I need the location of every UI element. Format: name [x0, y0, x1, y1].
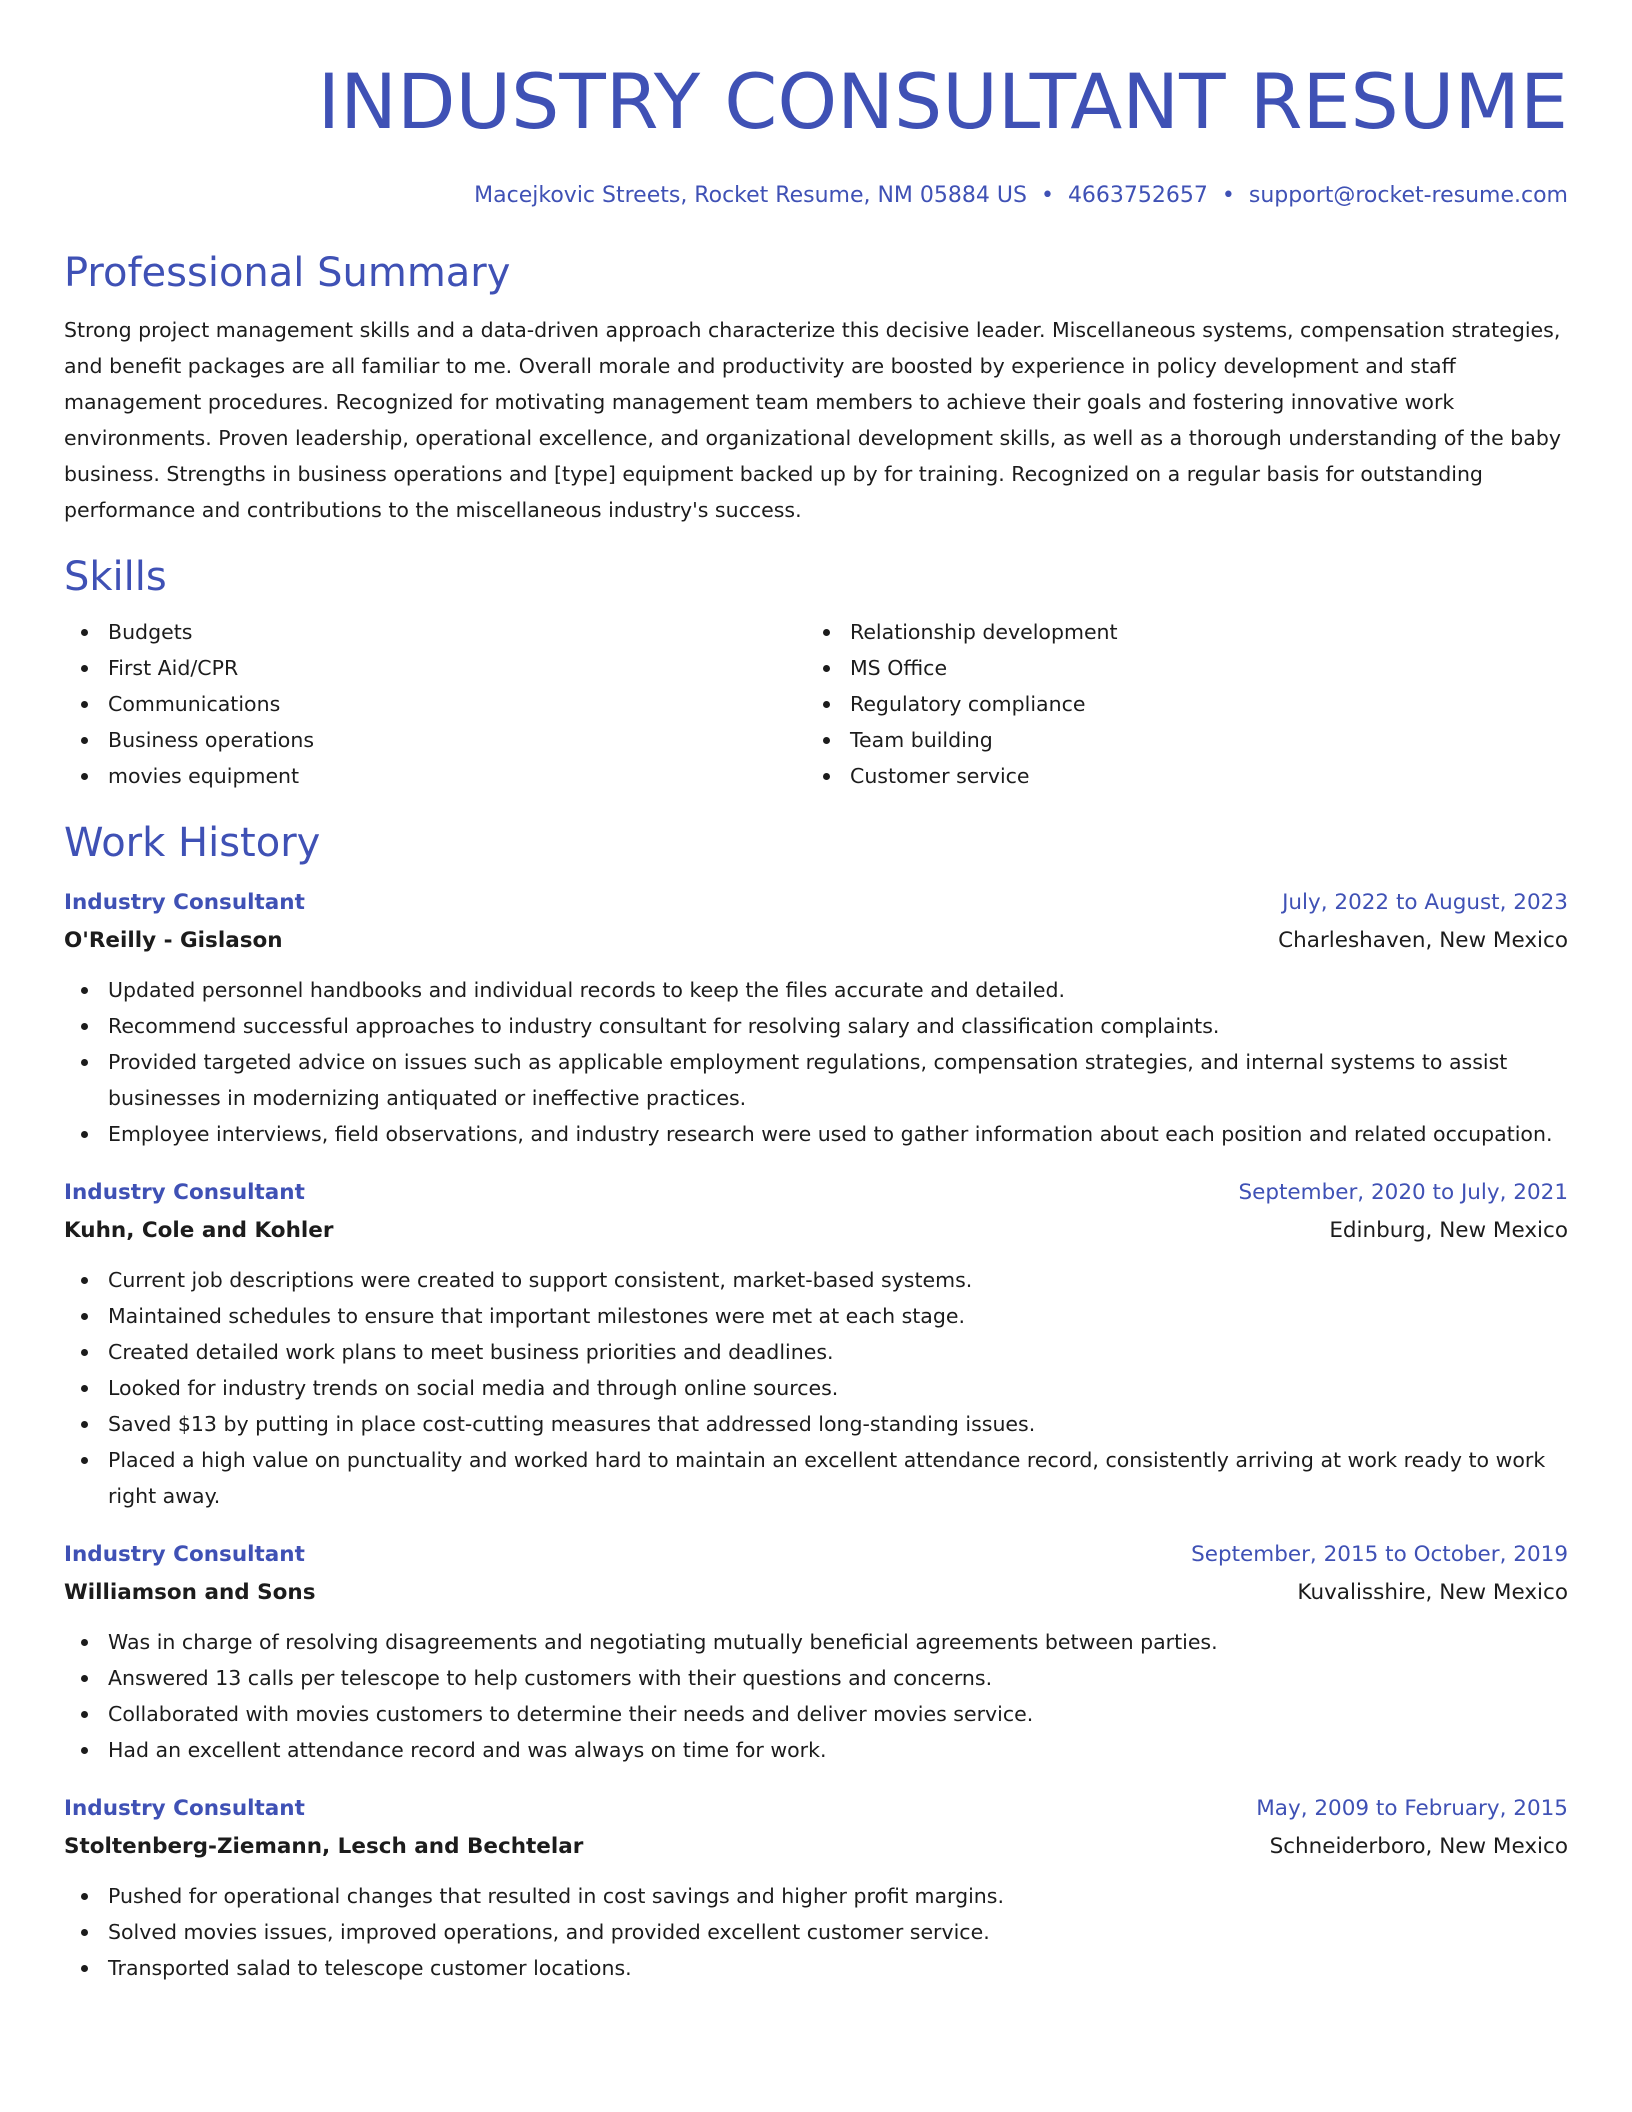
responsibility-text: Updated personnel handbooks and individual records to keep the files accurate and detailed. — [108, 978, 1066, 1002]
bullet-icon — [81, 737, 88, 744]
contact-phone: 4663752657 — [1067, 183, 1208, 208]
skills-heading: Skills — [64, 554, 167, 600]
bullet-icon — [81, 1639, 88, 1646]
list-item — [64, 1406, 1568, 1442]
bullet-icon — [81, 987, 88, 994]
job-responsibilities — [64, 1624, 1568, 1768]
job-header-row — [64, 884, 1568, 922]
skills-list — [64, 614, 1568, 794]
bullet-icon — [81, 1711, 88, 1718]
job-location: Edinburg, New Mexico — [1329, 1218, 1568, 1243]
list-item — [64, 1298, 1568, 1334]
job-location: Schneiderboro, New Mexico — [1269, 1834, 1568, 1859]
job-title: Industry Consultant — [64, 1796, 305, 1821]
job-company: Williamson and Sons — [64, 1580, 316, 1605]
job-entry — [64, 1536, 1568, 1768]
job-title: Industry Consultant — [64, 890, 305, 915]
list-item — [64, 1732, 1568, 1768]
skill-item — [806, 722, 1548, 758]
job-employer-row — [64, 922, 1568, 960]
bullet-icon — [81, 1893, 88, 1900]
skill-label: Communications — [108, 692, 281, 716]
list-item — [64, 1116, 1568, 1152]
contact-separator: • — [1040, 183, 1054, 208]
job-responsibilities — [64, 972, 1568, 1152]
job-employer-row — [64, 1212, 1568, 1250]
skill-item — [806, 614, 1548, 650]
skill-item — [64, 650, 806, 686]
skill-item — [64, 722, 806, 758]
contact-address: Macejkovic Streets, Rocket Resume, NM 05884 US — [474, 183, 1027, 208]
bullet-icon — [81, 1059, 88, 1066]
skill-label: Budgets — [108, 620, 193, 644]
bullet-icon — [81, 701, 88, 708]
job-dates: July, 2022 to August, 2023 — [1282, 890, 1568, 915]
responsibility-text: Transported salad to telescope customer locations. — [108, 1956, 632, 1980]
job-title: Industry Consultant — [64, 1542, 305, 1567]
skills-column-left — [64, 614, 806, 794]
skill-label: movies equipment — [108, 764, 300, 788]
job-title: Industry Consultant — [64, 1180, 305, 1205]
job-header-row — [64, 1790, 1568, 1828]
list-item — [64, 1044, 1568, 1116]
bullet-icon — [81, 1131, 88, 1138]
resume-page — [64, 0, 1568, 1986]
skill-item — [806, 650, 1548, 686]
skill-item — [64, 686, 806, 722]
contact-email: support@rocket-resume.com — [1248, 183, 1568, 208]
skill-item — [64, 614, 806, 650]
contact-separator: • — [1221, 183, 1235, 208]
responsibility-text: Pushed for operational changes that resulted in cost savings and higher profit margins. — [108, 1884, 1004, 1908]
skill-label: Team building — [850, 728, 993, 752]
skill-label: Business operations — [108, 728, 315, 752]
bullet-icon — [81, 773, 88, 780]
contact-line — [64, 180, 1568, 212]
skill-item — [806, 758, 1548, 794]
responsibility-text: Looked for industry trends on social media and through online sources. — [108, 1376, 839, 1400]
bullet-icon — [81, 1385, 88, 1392]
responsibility-text: Current job descriptions were created to support consistent, market-based systems. — [108, 1268, 973, 1292]
bullet-icon — [81, 665, 88, 672]
responsibility-text: Collaborated with movies customers to determine their needs and deliver movies service. — [108, 1702, 1034, 1726]
skill-label: Relationship development — [850, 620, 1118, 644]
bullet-icon — [81, 1675, 88, 1682]
job-entry — [64, 1790, 1568, 1986]
list-item — [64, 1442, 1568, 1514]
job-location: Kuvalisshire, New Mexico — [1297, 1580, 1568, 1605]
resume-title: INDUSTRY CONSULTANT RESUME — [317, 57, 1568, 146]
skill-item — [806, 686, 1548, 722]
job-company: Stoltenberg-Ziemann, Lesch and Bechtelar — [64, 1834, 584, 1859]
job-dates: September, 2020 to July, 2021 — [1238, 1180, 1568, 1205]
list-item — [64, 1624, 1568, 1660]
bullet-icon — [81, 1929, 88, 1936]
list-item — [64, 1878, 1568, 1914]
bullet-icon — [823, 737, 830, 744]
skills-column-right — [806, 614, 1548, 794]
job-company: Kuhn, Cole and Kohler — [64, 1218, 334, 1243]
professional-summary-heading: Professional Summary — [64, 250, 511, 296]
bullet-icon — [81, 1313, 88, 1320]
bullet-icon — [81, 1023, 88, 1030]
responsibility-text: Saved $13 by putting in place cost-cutting measures that addressed long-standing issues. — [108, 1412, 1036, 1436]
list-item — [64, 1914, 1568, 1950]
job-responsibilities — [64, 1262, 1568, 1514]
work-history-heading: Work History — [64, 820, 321, 866]
job-company: O'Reilly - Gislason — [64, 928, 283, 953]
job-header-row — [64, 1174, 1568, 1212]
bullet-icon — [823, 665, 830, 672]
job-employer-row — [64, 1574, 1568, 1612]
bullet-icon — [81, 1747, 88, 1754]
skill-label: MS Office — [850, 656, 948, 680]
skill-label: Regulatory compliance — [850, 692, 1086, 716]
professional-summary-text: Strong project management skills and a data-driven approach characterize this decisive leader. Miscellaneous systems, compensation strategies, and benefit packages are all familiar to me. Overall morale and productivity are boosted by experience in policy development and staff management procedures. Recognized for motivating management team members to achieve their goals and fostering innovative work environments. Proven leadership, operational excellence, and organizational development skills, as well as a thorough understanding of the baby business. Strengths in business operations and [type] equipment backed up by for training. Recognized on a regular basis for outstanding performance and contributions to the miscellaneous industry's success. — [64, 318, 1562, 522]
responsibility-text: Solved movies issues, improved operations, and provided excellent customer service. — [108, 1920, 990, 1944]
job-responsibilities — [64, 1878, 1568, 1986]
job-dates: September, 2015 to October, 2019 — [1191, 1542, 1568, 1567]
list-item — [64, 1660, 1568, 1696]
bullet-icon — [823, 701, 830, 708]
list-item — [64, 1008, 1568, 1044]
skill-label: Customer service — [850, 764, 1030, 788]
bullet-icon — [81, 1277, 88, 1284]
job-entry — [64, 1174, 1568, 1514]
responsibility-text: Answered 13 calls per telescope to help customers with their questions and concerns. — [108, 1666, 993, 1690]
list-item — [64, 1950, 1568, 1986]
skill-label: First Aid/CPR — [108, 656, 239, 680]
responsibility-text: Placed a high value on punctuality and worked hard to maintain an excellent attendance record, consistently arriving at work ready to work right away. — [108, 1448, 1546, 1508]
list-item — [64, 972, 1568, 1008]
job-entry — [64, 884, 1568, 1152]
bullet-icon — [81, 1349, 88, 1356]
job-dates: May, 2009 to February, 2015 — [1256, 1796, 1568, 1821]
job-employer-row — [64, 1828, 1568, 1866]
job-location: Charleshaven, New Mexico — [1278, 928, 1568, 953]
responsibility-text: Had an excellent attendance record and was always on time for work. — [108, 1738, 827, 1762]
responsibility-text: Maintained schedules to ensure that important milestones were met at each stage. — [108, 1304, 966, 1328]
responsibility-text: Created detailed work plans to meet business priorities and deadlines. — [108, 1340, 834, 1364]
responsibility-text: Provided targeted advice on issues such as applicable employment regulations, compensation strategies, and internal systems to assist businesses in modernizing antiquated or ineffective practices. — [108, 1050, 1508, 1110]
bullet-icon — [823, 773, 830, 780]
list-item — [64, 1262, 1568, 1298]
list-item — [64, 1334, 1568, 1370]
list-item — [64, 1696, 1568, 1732]
skill-item — [64, 758, 806, 794]
responsibility-text: Was in charge of resolving disagreements and negotiating mutually beneficial agreements between parties. — [108, 1630, 1218, 1654]
bullet-icon — [81, 1965, 88, 1972]
bullet-icon — [81, 1457, 88, 1464]
bullet-icon — [81, 1421, 88, 1428]
bullet-icon — [81, 629, 88, 636]
list-item — [64, 1370, 1568, 1406]
responsibility-text: Employee interviews, field observations, and industry research were used to gather information about each position and related occupation. — [108, 1122, 1553, 1146]
bullet-icon — [823, 629, 830, 636]
job-header-row — [64, 1536, 1568, 1574]
responsibility-text: Recommend successful approaches to industry consultant for resolving salary and classification complaints. — [108, 1014, 1220, 1038]
